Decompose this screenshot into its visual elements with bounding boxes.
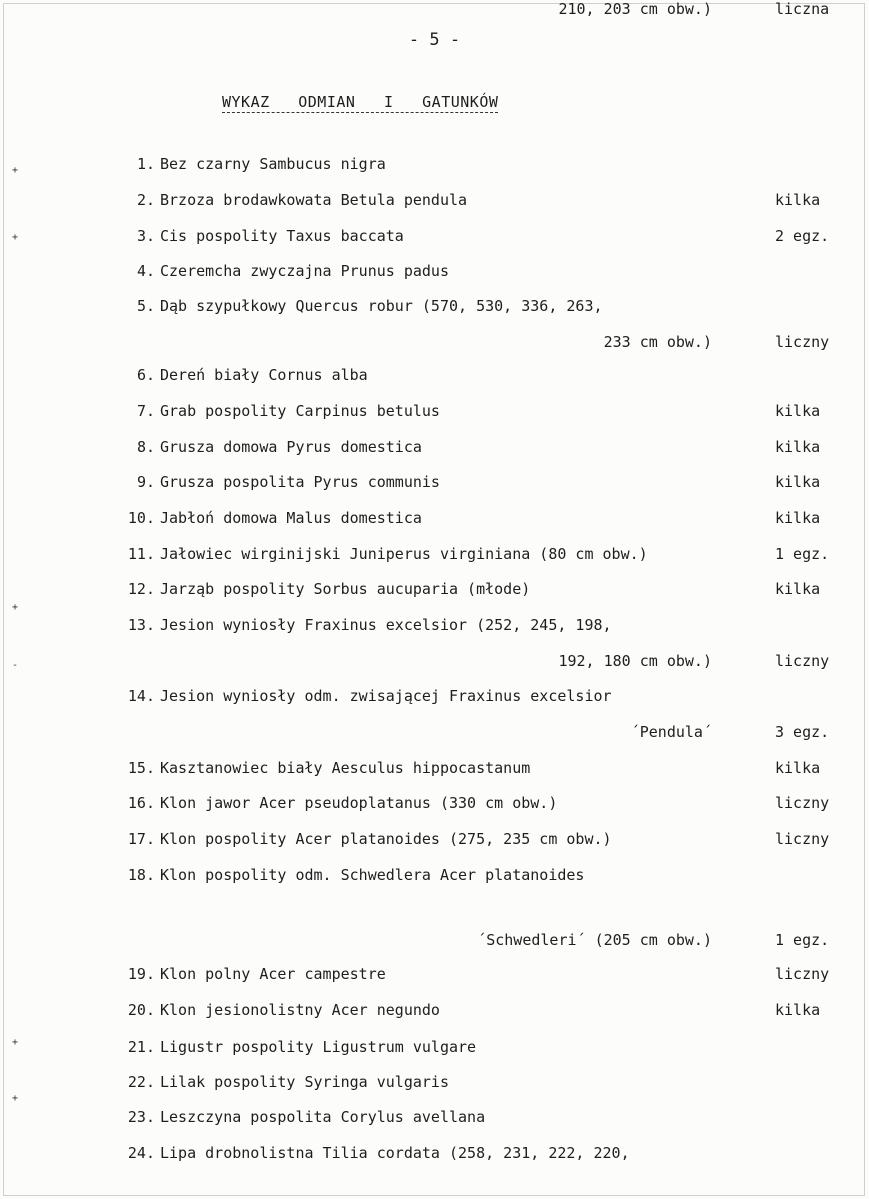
margin-mark: + (12, 1093, 19, 1104)
item-number: 6. (136, 366, 155, 384)
item-quantity: kilka (775, 438, 821, 456)
document-heading: WYKAZ ODMIAN I GATUNKÓW (222, 93, 499, 111)
list-item (0, 965, 869, 987)
item-quantity: liczny (775, 965, 830, 983)
item-number: 11. (127, 545, 155, 563)
item-continuation: ´Schwedleri´ (205 cm obw.) (477, 931, 712, 949)
item-number: 5. (136, 297, 155, 315)
item-number: 24. (127, 1144, 155, 1162)
item-number: 18. (127, 866, 155, 884)
list-item-continuation (0, 0, 869, 22)
item-quantity: 1 egz. (775, 545, 830, 563)
item-name: Czeremcha zwyczajna Prunus padus (160, 262, 449, 280)
item-number: 23. (127, 1108, 155, 1126)
list-item (0, 830, 869, 852)
item-quantity: kilka (775, 191, 821, 209)
item-continuation: 192, 180 cm obw.) (558, 652, 712, 670)
item-name: Leszczyna pospolita Corylus avellana (160, 1108, 486, 1126)
list-item (0, 366, 869, 388)
item-quantity: kilka (775, 580, 821, 598)
item-quantity: kilka (775, 1001, 821, 1019)
item-quantity: kilka (775, 759, 821, 777)
list-item (0, 509, 869, 531)
item-name: Jarząb pospolity Sorbus aucuparia (młode) (160, 580, 531, 598)
item-name: Klon polny Acer campestre (160, 965, 386, 983)
list-item (0, 191, 869, 213)
item-name: Jabłoń domowa Malus domestica (160, 509, 422, 527)
item-quantity: 3 egz. (775, 723, 830, 741)
margin-mark: + (12, 165, 19, 176)
item-number: 8. (136, 438, 155, 456)
item-quantity: kilka (775, 473, 821, 491)
list-item-continuation (0, 652, 869, 674)
list-item (0, 580, 869, 602)
list-item (0, 297, 869, 319)
list-item (0, 438, 869, 460)
item-continuation: ´Pendula´ (630, 723, 712, 741)
item-number: 17. (127, 830, 155, 848)
item-number: 21. (127, 1038, 155, 1056)
item-number: 10. (127, 509, 155, 527)
item-quantity: kilka (775, 509, 821, 527)
list-item (0, 262, 869, 284)
item-name: Grab pospolity Carpinus betulus (160, 402, 440, 420)
item-name: Klon jawor Acer pseudoplatanus (330 cm obw.) (160, 794, 558, 812)
item-name: Cis pospolity Taxus baccata (160, 227, 404, 245)
item-name: Jałowiec wirginijski Juniperus virginiana (80 cm obw.) (160, 545, 648, 563)
list-item (0, 687, 869, 709)
list-item (0, 1001, 869, 1023)
item-name: Kasztanowiec biały Aesculus hippocastanum (160, 759, 531, 777)
item-number: 22. (127, 1073, 155, 1091)
list-item (0, 1073, 869, 1095)
item-quantity: 1 egz. (775, 931, 830, 949)
item-number: 12. (127, 580, 155, 598)
item-name: Jesion wyniosły odm. zwisającej Fraxinus excelsior (160, 687, 612, 705)
margin-mark: + (12, 232, 19, 243)
list-item (0, 402, 869, 424)
item-number: 19. (127, 965, 155, 983)
list-item (0, 473, 869, 495)
item-name: Dereń biały Cornus alba (160, 366, 368, 384)
list-item (0, 1108, 869, 1130)
item-name: Lipa drobnolistna Tilia cordata (258, 231, 222, 220, (160, 1144, 630, 1162)
list-item-continuation (0, 333, 869, 355)
item-number: 3. (136, 227, 155, 245)
item-name: Ligustr pospolity Ligustrum vulgare (160, 1038, 477, 1056)
list-item-continuation (0, 931, 869, 953)
item-number: 13. (127, 616, 155, 634)
item-quantity: liczny (775, 830, 830, 848)
item-continuation: 210, 203 cm obw.) (558, 0, 712, 18)
item-quantity: 2 egz. (775, 227, 830, 245)
list-item-continuation (0, 723, 869, 745)
item-name: Dąb szypułkowy Quercus robur (570, 530, 336, 263, (160, 297, 603, 315)
item-quantity: kilka (775, 402, 821, 420)
margin-mark: + (12, 1037, 19, 1048)
item-name: Grusza domowa Pyrus domestica (160, 438, 422, 456)
item-continuation: 233 cm obw.) (603, 333, 712, 351)
list-item (0, 1038, 869, 1060)
list-item (0, 759, 869, 781)
item-name: Grusza pospolita Pyrus communis (160, 473, 440, 491)
list-item (0, 794, 869, 816)
item-name: Jesion wyniosły Fraxinus excelsior (252, 245, 198, (160, 616, 612, 634)
item-number: 15. (127, 759, 155, 777)
item-number: 20. (127, 1001, 155, 1019)
list-item (0, 1144, 869, 1166)
list-item (0, 616, 869, 638)
item-name: Brzoza brodawkowata Betula pendula (160, 191, 468, 209)
item-name: Klon jesionolistny Acer negundo (160, 1001, 440, 1019)
item-quantity: liczny (775, 652, 830, 670)
list-item (0, 866, 869, 888)
item-quantity: liczny (775, 333, 830, 351)
item-number: 14. (127, 687, 155, 705)
list-item (0, 545, 869, 567)
item-number: 4. (136, 262, 155, 280)
list-item (0, 227, 869, 249)
item-quantity: liczny (775, 794, 830, 812)
item-name: Bez czarny Sambucus nigra (160, 155, 386, 173)
list-item (0, 155, 869, 177)
item-number: 2. (136, 191, 155, 209)
margin-mark: + (12, 602, 19, 613)
page-number: - 5 - (408, 30, 461, 50)
item-name: Klon pospolity Acer platanoides (275, 235 cm obw.) (160, 830, 612, 848)
margin-mark: - (12, 660, 19, 671)
item-name: Klon pospolity odm. Schwedlera Acer platanoides (160, 866, 585, 884)
item-number: 7. (136, 402, 155, 420)
item-number: 1. (136, 155, 155, 173)
item-number: 9. (136, 473, 155, 491)
item-name: Lilak pospolity Syringa vulgaris (160, 1073, 449, 1091)
item-quantity: liczna (775, 0, 830, 18)
item-number: 16. (127, 794, 155, 812)
